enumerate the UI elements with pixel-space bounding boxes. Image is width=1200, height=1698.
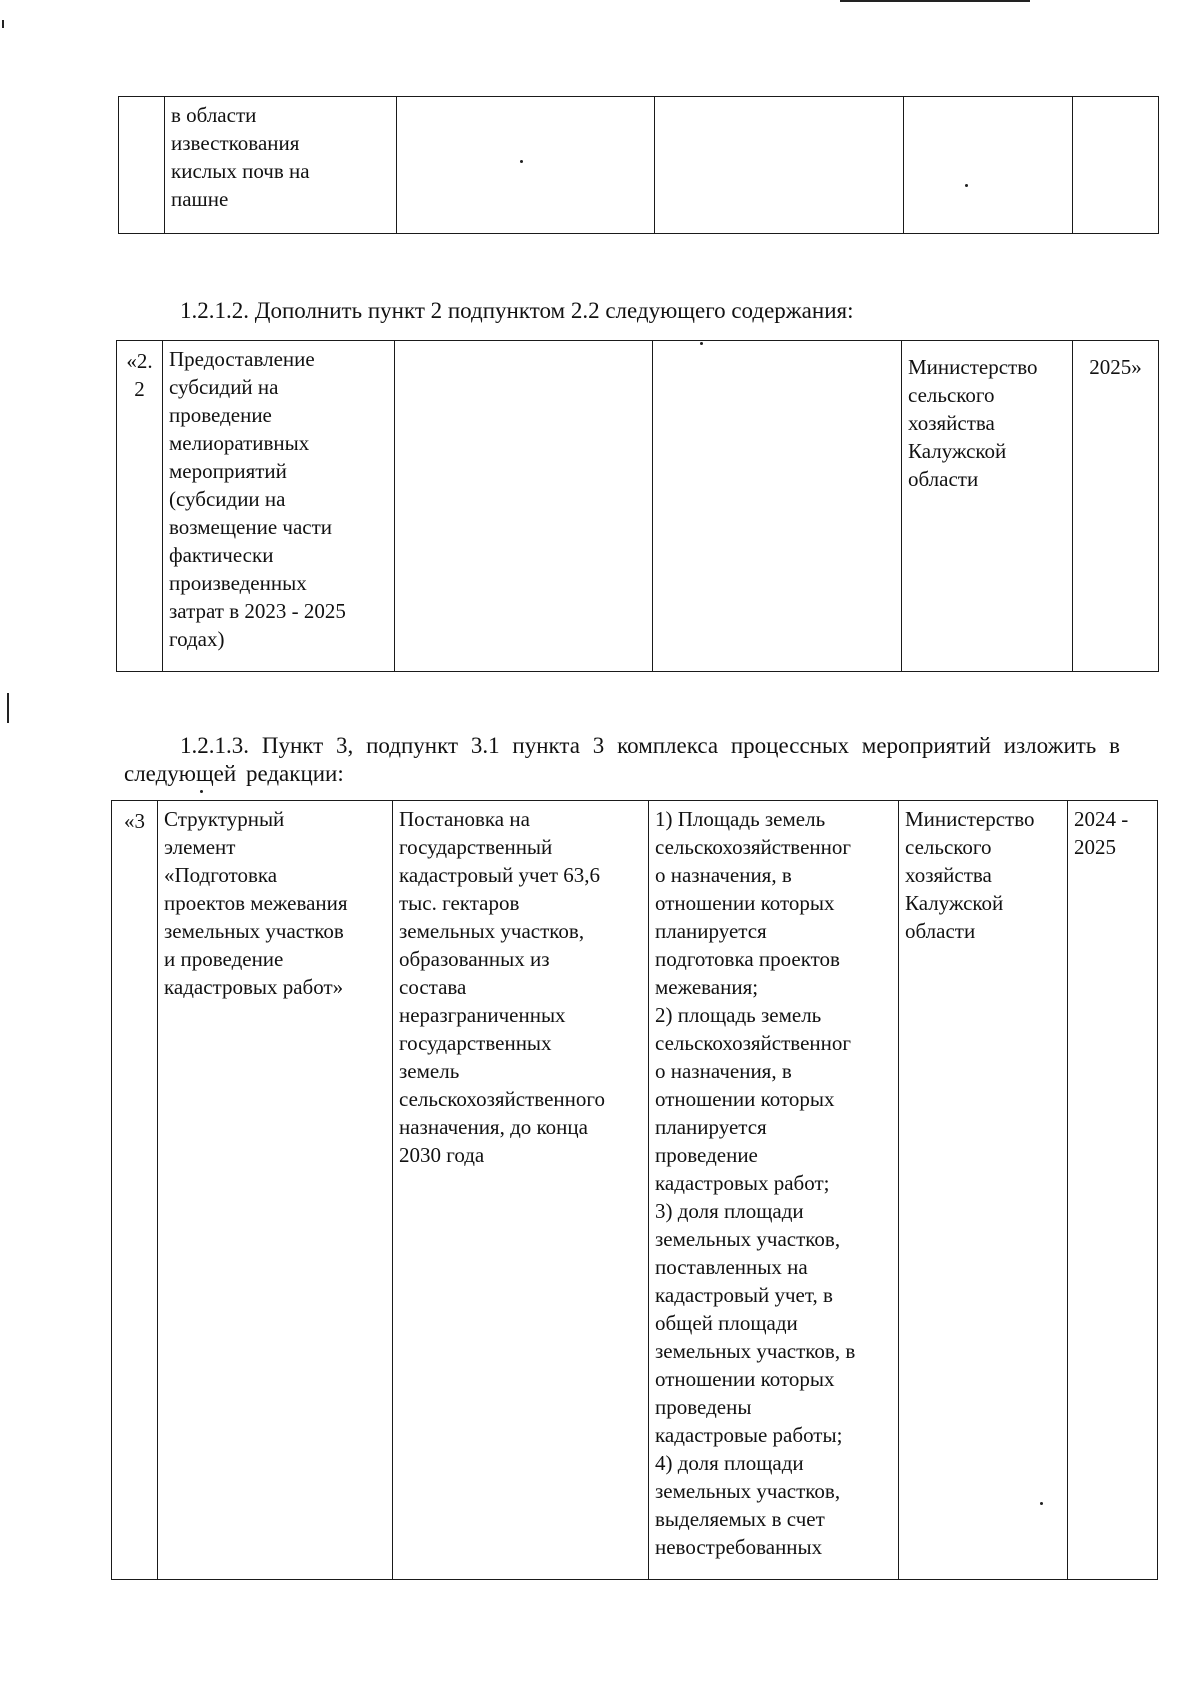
paragraph-1-2-1-3: 1.2.1.3. Пункт 3, подпункт 3.1 пункта 3 комплекса процессных мероприятий изложить в следующей редакции: xyxy=(124,733,1120,786)
scan-speck xyxy=(520,160,523,163)
scan-speck xyxy=(200,790,203,793)
cell-indicator xyxy=(655,97,904,234)
scan-speck xyxy=(700,342,703,345)
cell-responsible xyxy=(904,97,1073,234)
cell-period: 2024 - 2025 xyxy=(1068,801,1158,1580)
scan-speck xyxy=(965,184,968,187)
cell-name: в области известкования кислых почв на пашне xyxy=(165,97,397,234)
cadastral-table xyxy=(111,800,1158,1580)
cell-responsible: Министерство сельского хозяйства Калужской области xyxy=(902,341,1073,672)
cell-num xyxy=(119,97,165,234)
cell-period xyxy=(1073,97,1159,234)
table-row xyxy=(112,801,1158,1580)
paragraph-1-2-1-2: 1.2.1.2. Дополнить пункт 2 подпунктом 2.2 следующего содержания: xyxy=(180,298,854,323)
cell-responsible: Министерство сельского хозяйства Калужской области xyxy=(899,801,1068,1580)
cell-indicator: 1) Площадь земель сельскохозяйственног о назначения, в отношении которых планируется подготовка проектов межевания; 2) площадь земель сельскохозяйственног о назначения, в отношении которых планируется проведение кадастровых работ; 3) доля площади земельных участков, поставленных на кадастровый учет, в общей площади земельных участков, в отношении которых проведены кадастровые работы; 4) доля площади земельных участков, выделяемых в счет невостребованных xyxy=(649,801,899,1580)
cell-result: Постановка на государственный кадастровый учет 63,6 тыс. гектаров земельных участков, образованных из состава неразграниченных государственных земель сельскохозяйственного назначения, до конца 2030 года xyxy=(393,801,649,1580)
cell-name: Предоставление субсидий на проведение мелиоративных мероприятий (субсидии на возмещение части фактически произведенных затрат в 2023 - 2025 годах) xyxy=(163,341,395,672)
continuation-table xyxy=(118,96,1159,234)
cell-indicator xyxy=(653,341,902,672)
scan-edge-mark-left xyxy=(7,693,9,723)
cell-name: Структурный элемент «Подготовка проектов межевания земельных участков и проведение кадастровых работ» xyxy=(158,801,393,1580)
table-row xyxy=(117,341,1159,672)
cell-num: «2. 2 xyxy=(117,341,163,672)
cell-num: «3 xyxy=(112,801,158,1580)
scan-speck xyxy=(1040,1502,1043,1505)
subsidy-table xyxy=(116,340,1159,672)
cell-result xyxy=(395,341,653,672)
table-row xyxy=(119,97,1159,234)
cell-result xyxy=(397,97,655,234)
scan-edge-mark-corner xyxy=(2,20,4,28)
scan-edge-mark-top xyxy=(840,0,1030,2)
cell-period: 2025» xyxy=(1073,341,1159,672)
